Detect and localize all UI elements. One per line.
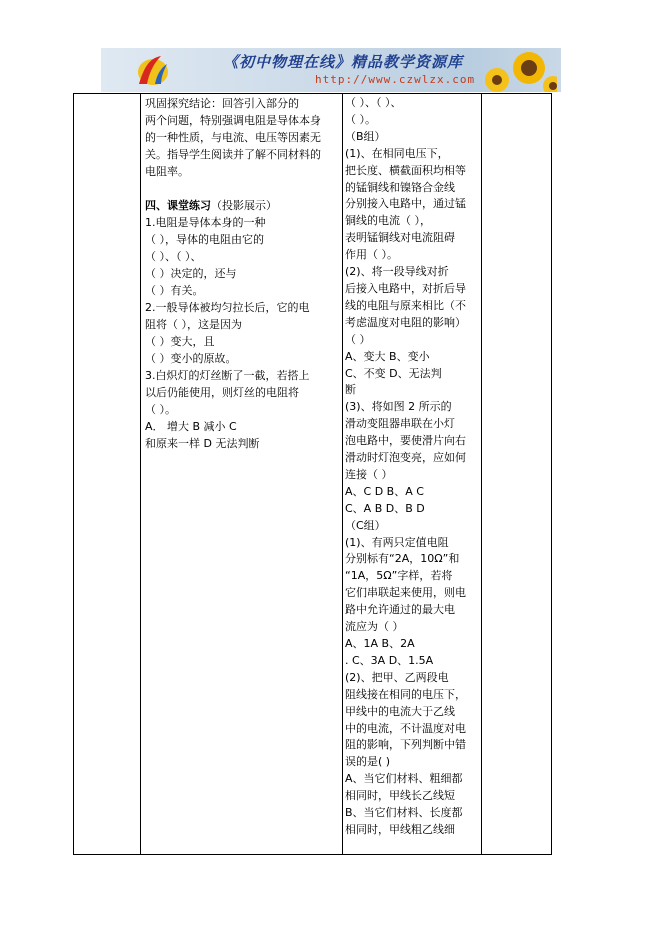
option-line: . C、3A D、1.5A — [345, 653, 434, 667]
text-line: 以后仍能使用，则灯丝的电阻将 — [145, 386, 299, 399]
text-line: 巩固探究结论：回答引入部分的 — [145, 97, 299, 110]
section-heading-line — [145, 197, 340, 214]
text-line: 阻线接在相同的电压下， — [345, 687, 466, 701]
text-line: 误的是( ) — [345, 755, 391, 769]
text-line: 关。指导学生阅读并了解不同材料的 — [145, 148, 321, 161]
text-line: 甲线中的电流大于乙线 — [345, 704, 455, 718]
text-line: 滑动变阻器串联在小灯 — [345, 417, 455, 431]
text-line: 阻的影响，下列判断中错 — [345, 738, 466, 752]
text-line: 考虑温度对电阻的影响） — [345, 315, 466, 329]
text-line: 的锰铜线和镍铬合金线 — [345, 180, 455, 194]
text-line: (1)、在相同电压下， — [345, 146, 449, 160]
section-heading: 四、课堂练习 — [145, 199, 211, 212]
text-line: 中的电流，不计温度对电 — [345, 721, 466, 735]
text-line: 线的电阻与原来相比（不 — [345, 298, 466, 312]
option-line: A、变大 B、变小 — [345, 349, 430, 363]
text-line: （ ）。 — [145, 403, 176, 416]
text-line: （ ） — [345, 332, 371, 346]
header-banner — [101, 48, 561, 92]
option-line: A、C D B、A C — [345, 484, 424, 498]
logo-icon — [131, 54, 171, 88]
text-line: 把长度、横截面积均相等 — [345, 163, 466, 177]
text-line: “1A，5Ω”字样，若将 — [345, 569, 453, 583]
text-line: 分别标有“2A，10Ω”和 — [345, 552, 460, 566]
text-line: 的一种性质，与电流、电压等因素无 — [145, 131, 321, 144]
text-line: 表明锰铜线对电流阻碍 — [345, 231, 455, 245]
text-line: 连接（ ） — [345, 467, 393, 481]
text-line: 1.电阻是导体本身的一种 — [145, 216, 266, 229]
text-line: (2)、把甲、乙两段电 — [345, 670, 449, 684]
text-line: 作用（ ）。 — [345, 248, 398, 262]
text-line: （ ）变大，且 — [145, 335, 215, 348]
text-line: 分别接入电路中，通过锰 — [345, 197, 466, 211]
text-line: 铜线的电流（ ）， — [345, 214, 431, 228]
text-line: 路中允许通过的最大电 — [345, 603, 455, 617]
group-label: （C组） — [345, 518, 386, 532]
exercise-column — [345, 95, 483, 839]
text-line: 阻将（ ），这是因为 — [145, 318, 242, 331]
text-line: 后接入电路中，对折后导 — [345, 281, 466, 295]
sunflower-image — [467, 50, 557, 92]
text-line: 断 — [345, 383, 356, 397]
option-line: C、A B D、B D — [345, 501, 425, 515]
text-line: （ ），导体的电阻由它的 — [145, 233, 264, 246]
text-line: 2.一般导体被均匀拉长后，它的电 — [145, 301, 310, 314]
banner-url[interactable]: http://www.czwlzx.com — [315, 73, 476, 86]
text-line: 电阻率。 — [145, 165, 189, 178]
section-note: （投影展示） — [211, 199, 277, 212]
group-label: （B组） — [345, 129, 386, 143]
teaching-content-column — [145, 95, 340, 452]
text-line: (2)、将一段导线对折 — [345, 265, 449, 279]
text-line: (3)、将如图 2 所示的 — [345, 400, 452, 414]
option-line: A、1A B、2A — [345, 637, 415, 650]
banner-title: 《初中物理在线》精品教学资源库 — [223, 53, 464, 71]
text-line: (1)、有两只定值电阻 — [345, 535, 449, 549]
text-line: （ ）变小的原故。 — [145, 352, 237, 365]
text-line: （ ）决定的，还与 — [145, 267, 237, 280]
option-line: B、当它们材料、长度都 — [345, 806, 463, 820]
text-line: 流应为（ ） — [345, 620, 404, 634]
text-line: （ ）、（ ）、 — [345, 96, 402, 109]
text-line: （ ）。 — [345, 112, 376, 126]
option-line: 相同时，甲线长乙线短 — [345, 789, 455, 803]
text-line: （ ）、（ ）、 — [145, 250, 202, 263]
text-line: （ ）有关。 — [145, 284, 204, 297]
option-line: C、不变 D、无法判 — [345, 366, 442, 380]
text-line: 3.白炽灯的灯丝断了一截，若搭上 — [145, 369, 310, 382]
text-line: 它们串联起来使用，则电 — [345, 586, 466, 600]
text-line: 泡电路中，要使滑片向右 — [345, 434, 466, 448]
table-divider — [342, 94, 343, 854]
blank-line — [145, 180, 340, 197]
text-line: 滑动时灯泡变亮，应如何 — [345, 451, 466, 465]
table-divider — [140, 94, 141, 854]
text-line: 和原来一样 D 无法判断 — [145, 437, 260, 450]
text-line: A． 增大 B 减小 C — [145, 420, 237, 433]
option-line: A、当它们材料、粗细都 — [345, 772, 463, 786]
text-line: 两个问题，特别强调电阻是导体本身 — [145, 114, 321, 127]
option-line: 相同时，甲线粗乙线细 — [345, 822, 455, 836]
